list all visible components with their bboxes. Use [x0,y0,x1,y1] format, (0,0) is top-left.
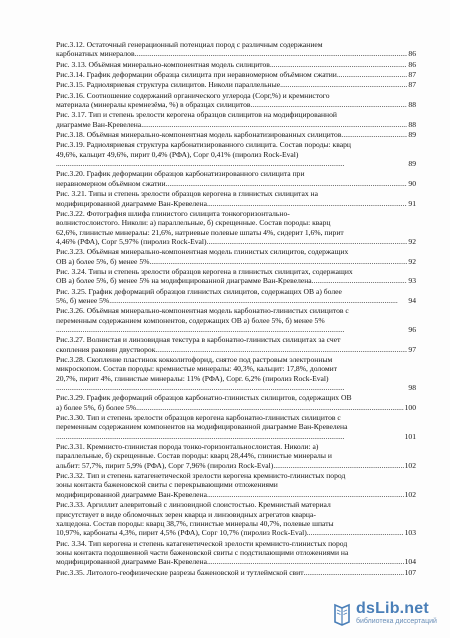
toc-entry-leader-line [56,403,416,412]
toc-entry [56,471,416,499]
toc-entry-text: Рис. 3.13. Объёмная минерально-компонентная модель силицитов [56,59,270,69]
dot-leader [135,49,408,58]
toc-entry-leader-line [56,80,416,89]
page-number: 87 [408,80,416,90]
toc-entry [56,335,416,354]
toc-entry-line: Рис. 3.25. График деформаций образцов глинистых силицитов, содержащих ОВ а) более [56,286,342,296]
dot-leader [149,257,407,266]
dot-leader [56,383,407,392]
toc-entry-line: 62,6%, глинистые минералы: 21,6%, натриевые полевые шпаты 4%, сидерит 1,6%, пирит [56,227,344,237]
toc-entry-line: Рис.3.32. Тип и степень катагенетической зрелости керогена кремнисто-глинистых пород [56,471,346,481]
dot-leader [273,461,403,470]
toc-entry [56,40,416,59]
toc-entry-leader-line [56,432,416,441]
toc-entry-line: параллельные, б) скрещенные. Состав породы: кварц 28,44%, глинистые минералы и [56,451,332,461]
book-icon [332,602,352,626]
toc-entry-text: диаграмме Ван-Кревелена [56,119,142,129]
toc-entry-line: Рис. 3.17. Тип и степень зрелости керогена образцов силицитов на модифицированной [56,110,337,120]
toc-entry [56,60,416,69]
page-number: 86 [408,49,416,59]
toc-entry [56,91,416,110]
page-number: 101 [404,431,416,441]
dot-leader [56,159,407,168]
toc-entry-leader-line [56,296,416,305]
page-number: 91 [408,198,416,208]
page-number: 92 [408,256,416,266]
toc-entry [56,80,416,89]
toc-entry-text: Рис.3.18. Объёмная минерально-компонентная модель карбонатизированных силицитов [56,130,342,140]
dot-leader [56,325,407,334]
toc-entry-line: Рис.3.26. Объёмная минерально-компонентная модель карбонатно-глинистых силицитов с [56,306,349,316]
dot-leader [312,276,408,285]
toc-entry-line: переменным содержанием компонентов, содержащих ОВ а) более 5%, б) менее 5% [56,315,325,325]
toc-entry-line: Рис.3.12. Остаточный генерационный потенциал пород с различным содержанием [56,40,323,49]
toc-entry-text: модифицированной диаграмме Ван-Кревелена [56,489,207,499]
toc-entry-line: Рис.3.27. Волнистая и линзовидная текстура в карбонатно-глинистых силицитах за счет [56,335,341,345]
toc-entry [56,130,416,139]
toc-entry-line: Рис.3.28. Скопление пластинок кокколитофорид, снятое под растровым электронным [56,355,333,364]
toc-entry-leader-line [56,179,416,188]
toc-entry-line: Рис. 3.21. Типы и степень зрелости образцов керогена в глинистых силицитах на [56,189,318,199]
dot-leader [207,490,404,499]
toc-entry [56,287,416,306]
toc-entry-line: Рис.3.30. Тип и степень зрелости образцов керогена карбонатно-глинистых силицитов с [56,413,341,423]
toc-entry-line: 20,7%, пирит 4%, глинистые минералы: 11% (РФА), Сорг. 6,2% (пиролиз Rock-Eval) [56,373,329,383]
figure-list [56,40,416,578]
dot-leader [304,568,404,577]
watermark [332,600,444,630]
toc-entry-line: волнистослоистого. Николи: а) параллельные, б) скрещенные. Состав породы: кварц [56,218,331,228]
toc-entry-line: Рис.3.31. Кремнисто-глинистая порода тонко-горизонтальнослоистая. Николи: а) [56,442,319,452]
dot-leader [109,296,407,305]
dot-leader [56,432,404,441]
toc-entry-line: зоны контакта баженовской свиты с перекрывающими отложениями [56,480,278,490]
toc-entry-leader-line [56,345,416,354]
page-number: 104 [404,557,416,567]
dot-leader [207,557,404,566]
toc-entry-leader-line [56,257,416,266]
toc-entry-leader-line [56,461,416,470]
dot-leader [307,528,404,537]
dot-leader [282,80,407,89]
page-number: 107 [404,567,416,577]
watermark-subtitle: библиотека диссертаций [356,618,437,625]
page-number: 88 [408,100,416,110]
toc-entry-leader-line [56,528,416,537]
dot-leader [141,120,407,129]
toc-entry [56,306,416,334]
toc-entry-line: 49,6%, кальцит 49,6%, пирит 0,4% (РФА), Сорг 0,41% (пиролиз Rock-Eval) [56,149,299,159]
toc-entry [56,169,416,188]
toc-entry-text: 4,46% (РФА), Сорг 5,97% (пиролиз Rock-Eval) [56,236,207,246]
watermark-brand: dsLib.net [356,600,429,617]
toc-entry-line: Рис.3.33. Аргиллит алевритовый с линзовидной слоистостью. Кремнистый материал [56,500,331,510]
page-number: 86 [408,59,416,69]
page-number: 94 [408,295,416,305]
toc-entry [56,442,416,470]
toc-entry-text: ОВ а) более 5%, б) менее 5% [56,256,150,266]
toc-entry-line: Рис.3.16. Соотношение содержаний органического углерода (Сорг,%) и кремнистого [56,90,330,100]
toc-entry [56,189,416,208]
toc-entry-text: а) более 5%, б) более 5% [56,402,137,412]
toc-entry-text: Рис.3.14. График деформации образца силицита при неравномерном объёмном сжатии [56,70,337,80]
toc-entry-leader-line [56,60,416,69]
dot-leader [251,100,408,109]
toc-entry-line: Рис.3.20. График деформации образцов карбонатизированного силицита при [56,169,305,179]
toc-entry-text: Рис.3.35. Литолого-геофизические разрезы баженовской и тутлеймской свит [56,567,304,577]
toc-entry-leader-line [56,159,416,168]
toc-entry [56,355,416,392]
page-number: 102 [404,460,416,470]
page-number: 93 [408,276,416,286]
toc-entry-text: 10,97%, карбонаты 4,3%, пирит 4,5% (РФА), Сорг 10,7% (пиролиз Rock-Eval) [56,528,307,538]
toc-entry-leader-line [56,568,416,577]
toc-entry-text: модифицированной диаграмме Ван-Кревелена [56,198,207,208]
toc-entry-text: модифицированной диаграмме Ван-Кревелена [56,557,207,567]
page-number: 102 [404,489,416,499]
toc-entry [56,413,416,441]
toc-entry-line: Рис.3.29. График деформаций образцов карбонатно-глинистых силицитов, содержащих ОВ [56,393,352,403]
toc-entry-leader-line [56,276,416,285]
toc-entry-leader-line [56,130,416,139]
toc-entry-leader-line [56,557,416,566]
toc-entry-leader-line [56,49,416,58]
page-number: 96 [408,324,416,334]
toc-entry [56,247,416,266]
toc-entry [56,209,416,246]
toc-entry [56,110,416,129]
toc-entry-text: Рис.3.15. Радиоляриевая структура силицитов. Николи параллельные. [56,80,282,90]
toc-entry [56,140,416,168]
toc-entry-line: Рис. 3.34. Тип керогена и степень катагенетической зрелости кремнисто-глинистых пород [56,538,348,548]
toc-entry-line: Рис.3.23. Объёмная минерально-компонентная модель глинистых силицитов, содержащих [56,247,349,257]
dot-leader [337,70,408,79]
toc-entry [56,393,416,412]
page-number: 98 [408,383,416,393]
toc-entry-leader-line [56,199,416,208]
toc-entry-line: Рис. 3.24. Типы и степень зрелости образцов керогена в глинистых силицитах, содержащих [56,266,353,276]
toc-entry-line: Рис.3.19. Радиоляриевая структура карбонатизированного силицита. Состав породы: кварц [56,140,351,150]
toc-entry-text: альбит: 57,7%, пирит 5,9% (РФА), Сорг 7,96% (пиролиз Rock-Eval) [56,460,274,470]
page-number: 90 [408,178,416,188]
toc-entry-text: 5%, б) менее 5% [56,295,110,305]
toc-entry-line: переменным содержанием компонентов на модифицированной диаграмме Ван-Кревелена [56,422,348,432]
dot-leader [207,237,408,246]
dot-leader [155,345,407,354]
toc-entry-leader-line [56,383,416,392]
toc-entry-line: микроскопом. Состав породы: кремнистые минералы: 40,3%, кальцит: 17,8%, доломит [56,364,338,374]
dot-leader [270,60,408,69]
toc-entry-leader-line [56,237,416,246]
toc-entry-leader-line [56,70,416,79]
toc-entry-line: Рис.3.22. Фотография шлифа глинистого силицита тонкогоризонтально- [56,208,290,218]
page-number: 87 [408,70,416,80]
toc-entry [56,568,416,577]
toc-entry-text: материала (минералы кремнезёма, %) в образцах силицитов [56,100,251,110]
toc-entry-text: ОВ а) более 5%, б) менее 5% на модифицированной диаграмме Ван-Кревелена [56,276,312,286]
page-number: 92 [408,236,416,246]
page-number: 88 [408,119,416,129]
toc-entry [56,70,416,79]
toc-entry-text: неравномерном объёмном сжатии [56,178,166,188]
toc-entry [56,500,416,537]
toc-entry-text: карбонатных минералов [56,49,135,59]
page-number: 97 [408,344,416,354]
toc-entry-text: скопления раковин двустворок [56,344,156,354]
page-number: 100 [404,402,416,412]
dot-leader [341,130,407,139]
dot-leader [136,403,404,412]
page-number: 103 [404,528,416,538]
toc-entry-line: халцедона. Состав породы: кварц 38,7%, глинистые минералы 40,7%, полевые шпаты [56,518,334,528]
page-number: 89 [408,159,416,169]
toc-entry-leader-line [56,325,416,334]
dot-leader [207,199,407,208]
toc-entry [56,267,416,286]
toc-entry-line: присутствует в виде обломочных зерен кварца и линзовидных агрегатов кварца- [56,509,316,519]
toc-entry-line: зоны контакта подошвенной части баженовской свиты с подстилающими отложениями на [56,547,349,557]
toc-entry-leader-line [56,490,416,499]
toc-entry-leader-line [56,120,416,129]
toc-entry-leader-line [56,100,416,109]
toc-entry [56,539,416,567]
page-number: 89 [408,130,416,140]
dot-leader [166,179,408,188]
